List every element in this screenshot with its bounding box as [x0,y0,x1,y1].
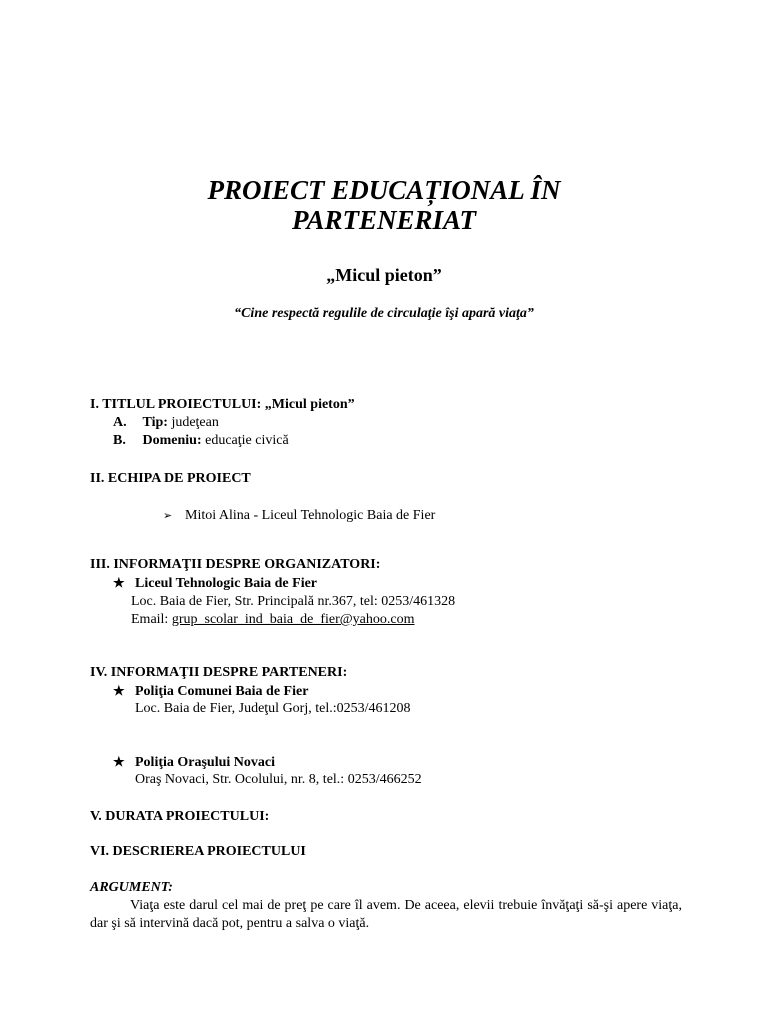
document-title-line1: PROIECT EDUCAȚIONAL ÎN [207,175,561,205]
item-value: judeţean [171,415,219,430]
email-link[interactable]: grup_scolar_ind_baia_de_fier@yahoo.com [171,612,415,627]
partner-name: Poliţia Oraşului Novaci [135,755,275,770]
star-bullet-icon: ★ [113,575,125,590]
item-value: educaţie civică [205,433,289,448]
team-member: Mitoi Alina - Liceul Tehnologic Baia de Fier [185,508,436,523]
star-bullet-icon: ★ [113,683,125,698]
arrow-bullet-icon: ➢ [163,509,173,522]
organizer-name-line [113,574,317,593]
section2-heading: II. ECHIPA DE PROIECT [90,471,251,486]
argument-text: Viaţa este darul cel mai de preţ pe care îl avem. De aceea, elevii trebuie învăţaţi să-şi apere viaţa, dar şi să intervină dacă pot, pentru a salva o viaţă. [90,898,682,931]
partner-name: Poliţia Comunei Baia de Fier [135,684,309,699]
item-label: Domeniu: [142,433,202,448]
argument-label: ARGUMENT: [90,880,173,895]
list-marker: B. [113,433,126,448]
organizer-name: Liceul Tehnologic Baia de Fier [135,576,318,591]
list-marker: A. [113,415,127,430]
partner-name-line [113,682,308,701]
email-label: Email: [131,612,169,627]
section1-item-b [113,432,289,450]
section1-heading-value: „Micul pieton” [264,397,355,412]
partner-address: Loc. Baia de Fier, Judeţul Gorj, tel.:0253/461208 [135,701,411,716]
project-subtitle: „Micul pieton” [326,265,442,285]
section1-item-a [113,414,219,432]
section6-heading: VI. DESCRIEREA PROIECTULUI [90,844,306,859]
section1-heading: I. TITLUL PROIECTULUI: [90,397,262,412]
section1-heading-line [90,396,355,414]
partner-address: Oraş Novaci, Str. Ocolului, nr. 8, tel.: 0253/466252 [135,772,422,787]
item-label: Tip: [142,415,168,430]
document-title-line2: PARTENERIAT [291,205,477,235]
section3-heading: III. INFORMAŢII DESPRE ORGANIZATORI: [90,557,381,572]
organizer-email-line [131,611,414,629]
team-member-item [163,507,435,525]
section4-heading: IV. INFORMAŢII DESPRE PARTENERI: [90,665,348,680]
star-bullet-icon: ★ [113,754,125,769]
project-motto: “Cine respectă regulile de circulaţie îşi apară viaţa” [234,306,534,321]
organizer-address: Loc. Baia de Fier, Str. Principală nr.367, tel: 0253/461328 [131,594,456,609]
section5-heading: V. DURATA PROIECTULUI: [90,809,270,824]
partner-name-line [113,753,275,772]
